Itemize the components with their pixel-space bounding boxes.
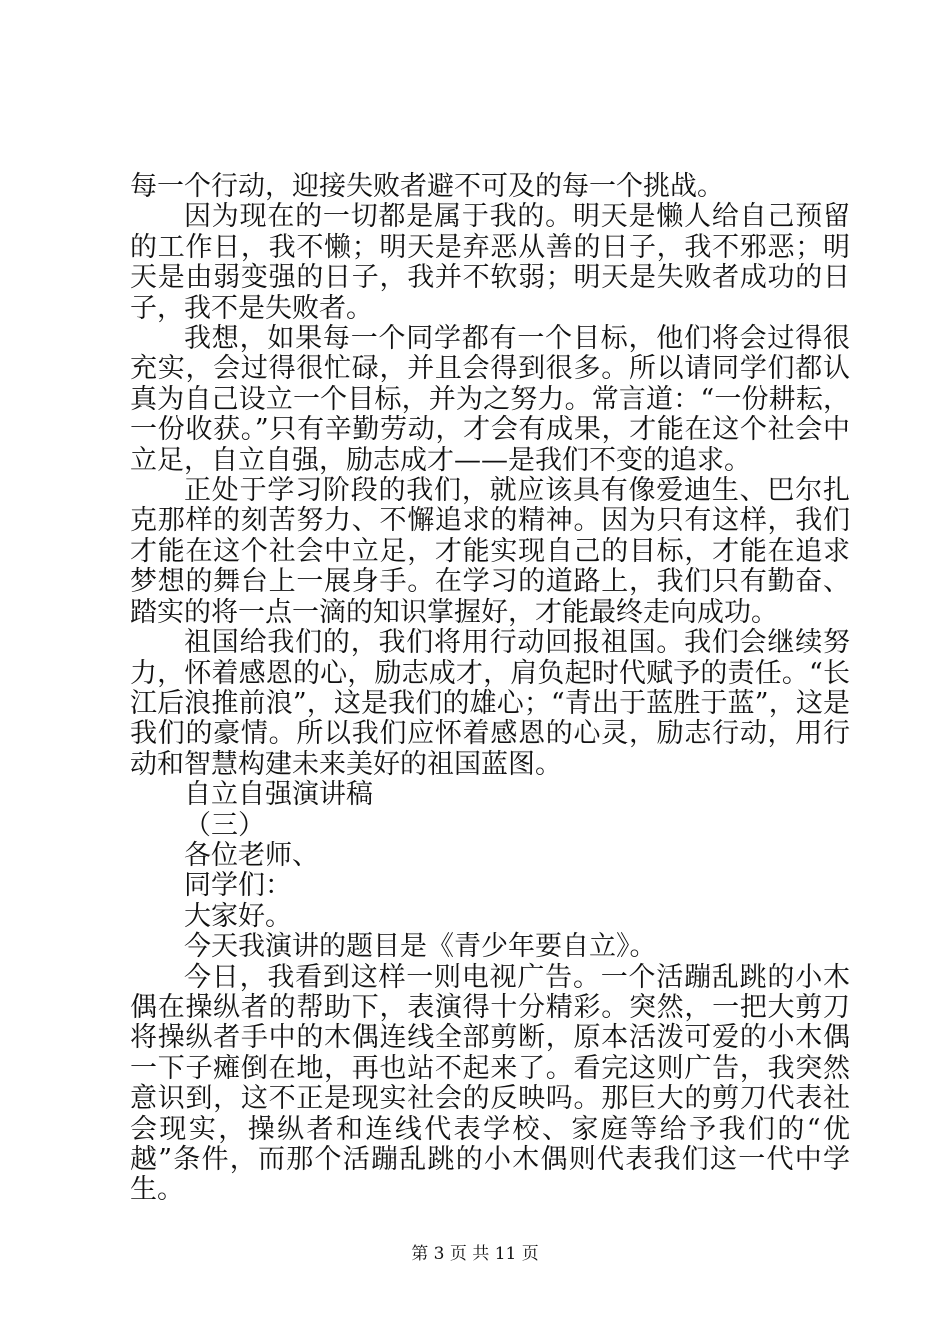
paragraph-body: 今日，我看到这样一则电视广告。一个活蹦乱跳的小木偶在操纵者的帮助下，表演得十分精彩。突然，一把大剪刀将操纵者手中的木偶连线全部剪断，原本活泼可爱的小木偶一下子瘫倒在地，再也站不起来了。看完这则广告，我突然意识到，这不正是现实社会的反映吗。那巨大的剪刀代表社会现实，操纵者和连线代表学校、家庭等给予我们的“优越”条件，而那个活蹦乱跳的小木偶则代表我们这一代中学生。 [130, 961, 850, 1206]
salutation-students: 同学们： [184, 870, 292, 902]
speech-topic: 今天我演讲的题目是《青少年要自立》。 [184, 931, 657, 963]
paragraph-5: 祖国给我们的，我们将用行动回报祖国。我们会继续努力，怀着感恩的心，励志成才，肩负起时代赋予的责任。“长江后浪推前浪”，这是我们的雄心；“青出于蓝胜于蓝”，这是我们的豪情。所以我们应怀着感恩的心灵，励志行动，用行动和智慧构建未来美好的祖国蓝图。 [130, 627, 850, 780]
section-number: （三） [184, 809, 265, 841]
section-title: 自立自强演讲稿 [184, 779, 373, 811]
salutation-teachers: 各位老师、 [184, 839, 319, 871]
paragraph-4: 正处于学习阶段的我们，就应该具有像爱迪生、巴尔扎克那样的刻苦努力、不懈追求的精神。因为只有这样，我们才能在这个社会中立足，才能实现自己的目标，才能在追求梦想的舞台上一展身手。在学习的道路上，我们只有勤奋、踏实的将一点一滴的知识掌握好，才能最终走向成功。 [130, 475, 850, 628]
paragraph-3: 我想，如果每一个同学都有一个目标，他们将会过得很充实，会过得很忙碌，并且会得到很多。所以请同学们都认真为自己设立一个目标，并为之努力。常言道：“一份耕耘，一份收获。”只有辛勤劳动，才会有成果，才能在这个社会中立足，自立自强，励志成才——是我们不变的追求。 [130, 323, 850, 476]
greeting: 大家好。 [184, 900, 292, 932]
paragraph-1: 每一个行动，迎接失败者避不可及的每一个挑战。 [130, 171, 724, 202]
document-body [130, 172, 850, 1206]
paragraph-2: 因为现在的一切都是属于我的。明天是懒人给自己预留的工作日，我不懒；明天是弃恶从善的日子，我不邪恶；明天是由弱变强的日子，我并不软弱；明天是失败者成功的日子，我不是失败者。 [130, 201, 850, 324]
page-footer: 第 3 页 共 11 页 [411, 1244, 539, 1264]
